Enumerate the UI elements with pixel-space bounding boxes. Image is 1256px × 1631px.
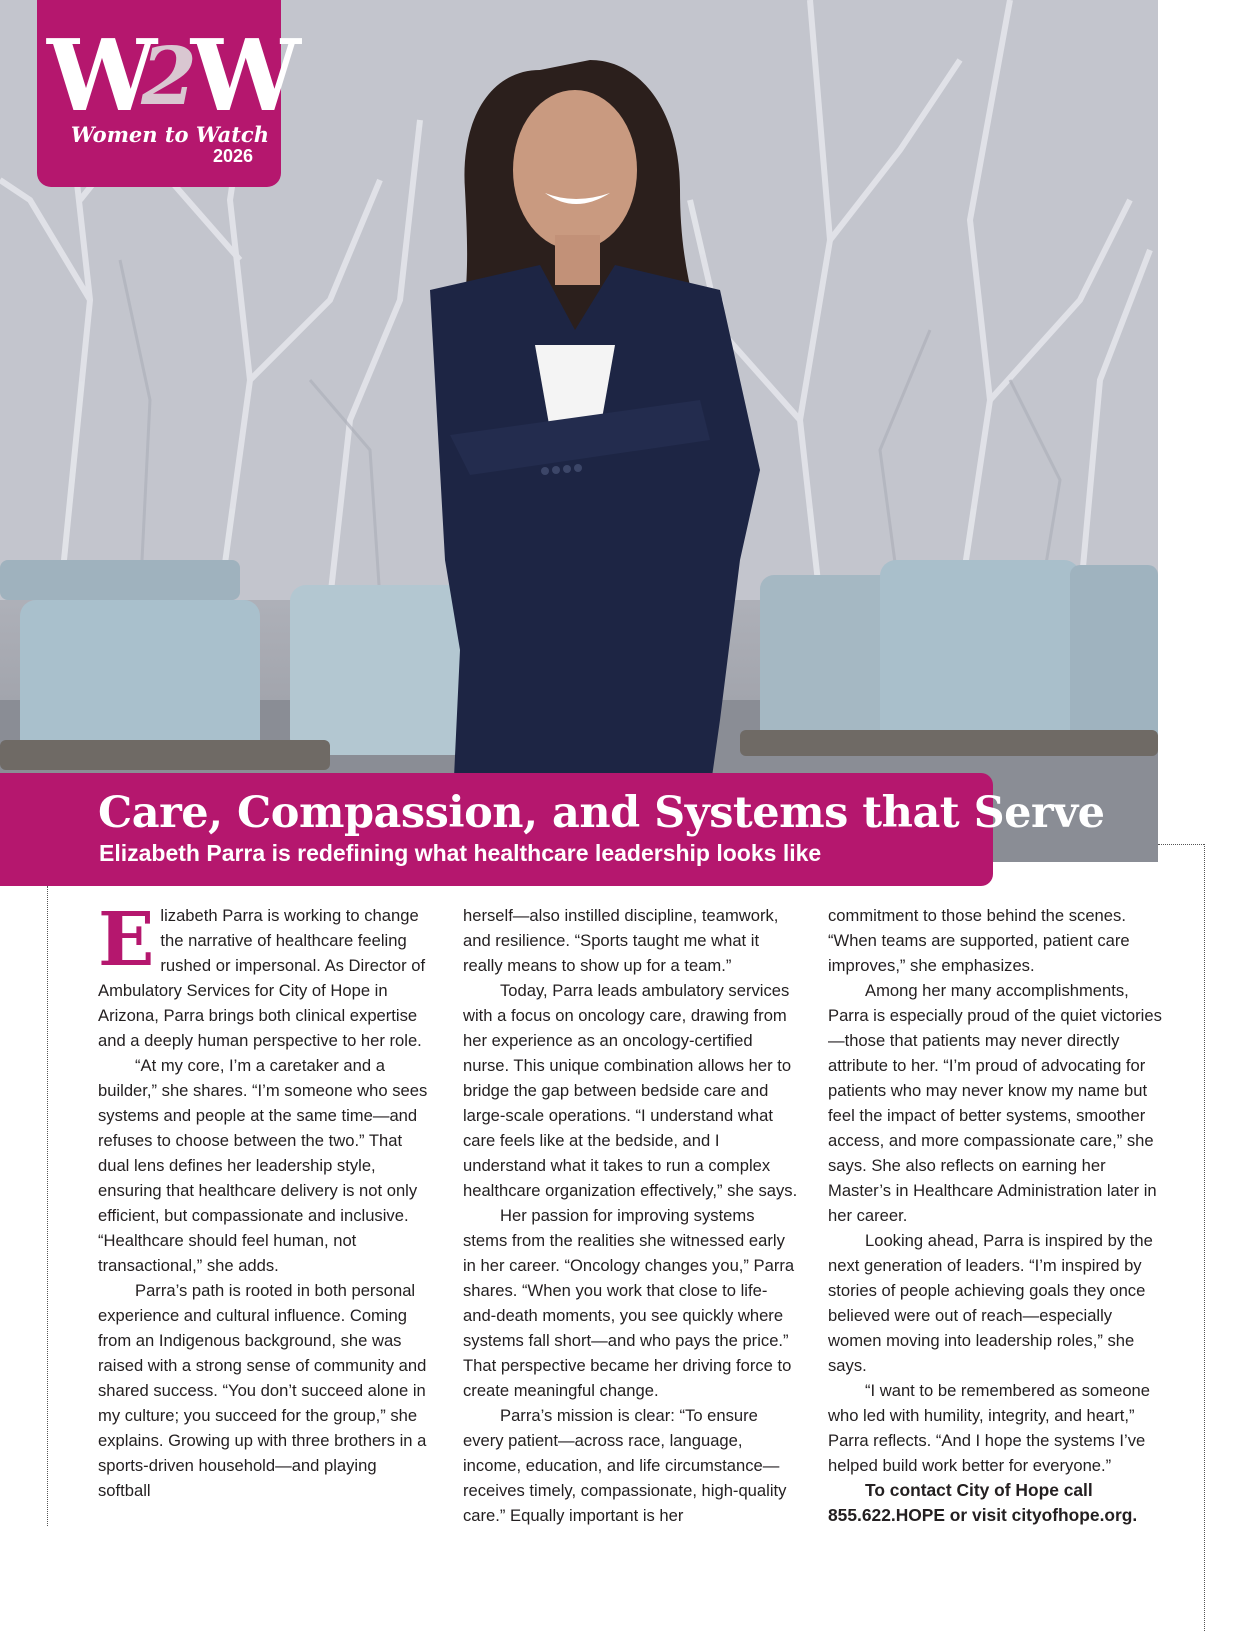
article-paragraph: Elizabeth Parra is working to change the narrative of healthcare feeling rushed or impersonal. As Director of Ambulatory Services for City of Hope in Arizona, Parra brings both clinical expertise and a deeply human perspective to her role. [98, 897, 426, 1050]
article-paragraph: “I want to be remembered as someone who led with humility, integrity, and heart,” Parra reflects. “And I hope the systems I’ve helped build work better for everyone.” [828, 1381, 1151, 1475]
article-paragraph: Parra’s mission is clear: “To ensure every patient—across race, language, income, education, and life circumstance—receives timely, compassionate, high-quality care.” Equally important is her [463, 1406, 787, 1525]
right-guide-line-top [1158, 844, 1204, 845]
contact-info: To contact City of Hope call 855.622.HOPE or visit cityofhope.org. [828, 1480, 1138, 1525]
w2w-logo-mark: W2W [47, 19, 291, 134]
article-column-3 [828, 903, 1163, 1528]
left-guide-line [47, 886, 48, 1526]
logo-subtitle: Women to Watch [70, 122, 269, 147]
article-paragraph: Among her many accomplishments, Parra is especially proud of the quiet victories—those that patients may never directly attribute to her. “I’m proud of advocating for patients who may never know my name but feel the impact of better systems, smoother access, and more compassionate care,” she says. She also reflects on earning her Master’s in Healthcare Administration later in her career. [828, 981, 1162, 1225]
article-subtitle: Elizabeth Parra is redefining what healthcare leadership looks like [99, 840, 822, 866]
article-paragraph: “At my core, I’m a caretaker and a builder,” she shares. “I’m someone who sees systems and people at the same time—and refuses to choose between the two.” That dual lens defines her leadership style, ensuring that healthcare delivery is not only efficient, but compassionate and inclusive. “Healthcare should feel human, not transactional,” she adds. [98, 1056, 428, 1275]
article-column-1 [98, 897, 433, 1503]
right-guide-line [1204, 844, 1205, 1631]
article-paragraph: herself—also instilled discipline, teamwork, and resilience. “Sports taught me what it really means to show up for a team.” [463, 906, 779, 975]
article-column-2 [463, 903, 798, 1528]
article-paragraph: Today, Parra leads ambulatory services with a focus on oncology care, drawing from her experience as an oncology-certified nurse. This unique combination allows her to bridge the gap between bedside care and large-scale operations. “I understand what care feels like at the bedside, and I understand what it takes to run a complex healthcare organization effectively,” she says. [463, 981, 798, 1200]
article-paragraph: Parra’s path is rooted in both personal experience and cultural influence. Coming from an Indigenous background, she was raised with a strong sense of community and shared success. “You don’t succeed alone in my culture; you succeed for the group,” she explains. Growing up with three brothers in a sports-driven household—and playing softball [98, 1281, 427, 1500]
drop-cap: E [98, 897, 155, 983]
article-paragraph: commitment to those behind the scenes. “When teams are supported, patient care improves,” she emphasizes. [828, 906, 1130, 975]
article-paragraph: Looking ahead, Parra is inspired by the next generation of leaders. “I’m inspired by stories of people achieving goals they once believed were out of reach—especially women moving into leadership roles,” she says. [828, 1231, 1153, 1375]
w2w-logo-badge [37, 0, 291, 187]
logo-year: 2026 [212, 146, 253, 166]
article-paragraph: Her passion for improving systems stems from the realities she witnessed early in her career. “Oncology changes you,” Parra shares. “When you work that close to life-and-death moments, you see quickly where systems fall short—and who pays the price.” That perspective became her driving force to create meaningful change. [463, 1206, 795, 1400]
article-title: Care, Compassion, and Systems that Serve [98, 788, 1105, 838]
